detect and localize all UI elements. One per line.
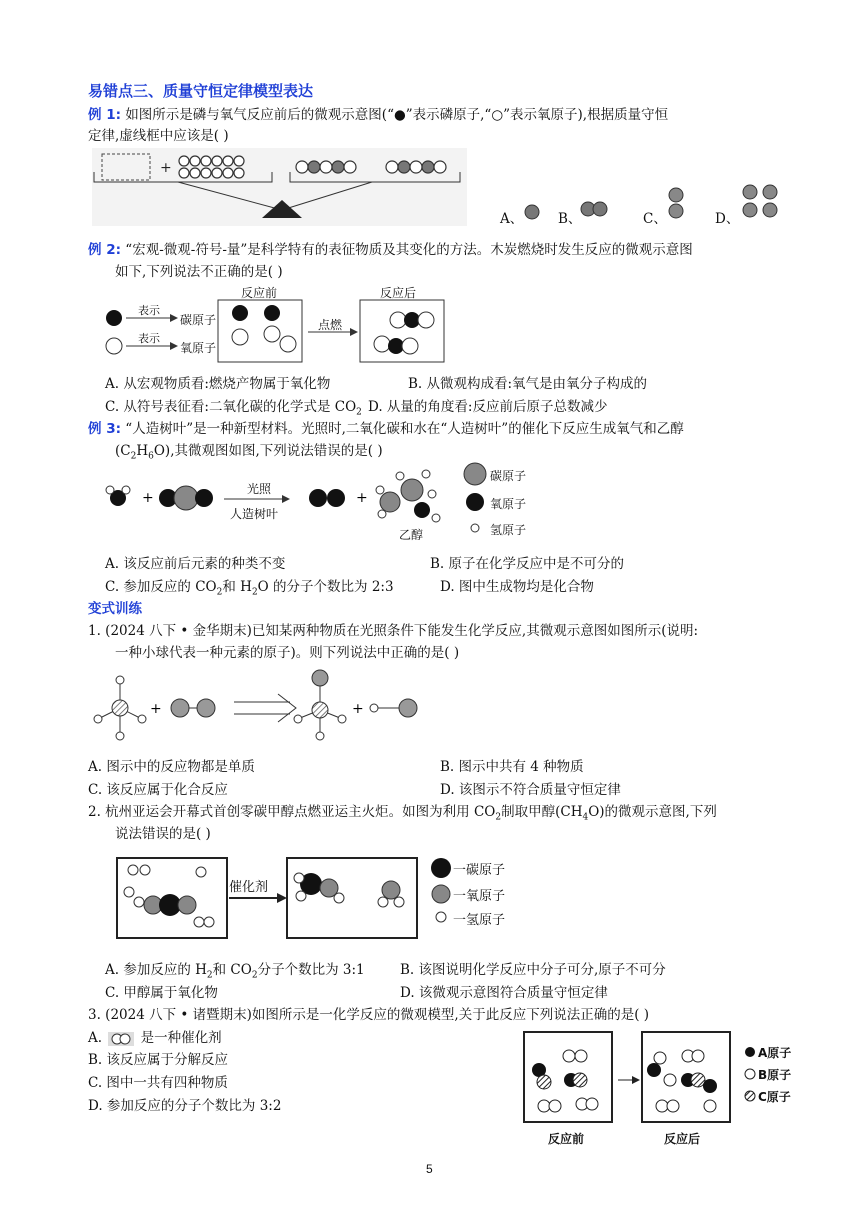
ex3-tag: 例 3: <box>88 421 121 437</box>
ex1-balance-diagram <box>92 148 472 228</box>
ex2-diagram <box>100 282 480 368</box>
ex2-option-b: B. 从微观构成看:氧气是由氧分子构成的 <box>408 376 648 392</box>
svg-text:+: + <box>352 701 364 717</box>
ex1-opt-d-label: D、 <box>715 211 740 227</box>
ex1-opt-b-label: B、 <box>558 211 582 227</box>
ex3-option-c: C. 参加反应的 $CO_2$和 $H_2O$ 的分子个数比为 2:3 <box>105 579 394 598</box>
page-number: 5 <box>426 1162 433 1176</box>
q3-after-label: 反应后 <box>664 1132 701 1146</box>
q2-catalyst-label: 催化剂 <box>229 880 269 895</box>
q1-option-c: C. 该反应属于化合反应 <box>88 782 228 798</box>
ex3-option-d: D. 图中生成物均是化合物 <box>440 579 594 595</box>
ex1-opt-d-figure <box>740 182 784 222</box>
ex3-condition-leaf: 人造树叶 <box>230 507 279 521</box>
q1-diagram <box>92 668 432 748</box>
q3-legend-c: C原子 <box>758 1090 791 1104</box>
ex3-legend-carbon: 碳原子 <box>490 469 527 483</box>
ex3-line1 <box>88 417 684 437</box>
q3-legend-b: B原子 <box>758 1068 792 1082</box>
q2-legend-carbon: 一碳原子 <box>453 863 506 878</box>
q3-before-label: 反应前 <box>548 1132 585 1146</box>
ex1-tag: 例 1: <box>88 107 121 123</box>
ex1-opt-c-label: C、 <box>643 211 667 227</box>
ex2-after-label: 反应后 <box>380 286 417 300</box>
variant-title: 变式训练 <box>88 601 142 617</box>
q3-option-b: B. 该反应属于分解反应 <box>88 1052 229 1068</box>
ex2-arrow-condition: 点燃 <box>318 318 343 332</box>
q2-option-c: C. 甲醇属于氧化物 <box>105 985 218 1001</box>
ex3-text1: “人造树叶”是一种新型材料。光照时,二氧化碳和水在“人造树叶”的催化下反应生成氧气和乙醇 <box>125 421 684 437</box>
q2-option-a: A. 参加反应的 $H_2$和 $CO_2$分子个数比为 3:1 <box>105 962 365 981</box>
ex2-tag: 例 2: <box>88 242 121 258</box>
ex1-line1 <box>88 103 668 123</box>
ex3-line2: $(C_2H_6O)$,其微观图如图,下列说法错误的是( ) <box>115 443 383 462</box>
svg-text:+: + <box>356 490 368 506</box>
svg-text:+: + <box>142 490 154 506</box>
q3-line1: 3. (2024 八下 • 诸暨期末)如图所示是一化学反应的微观模型,关于此反应下列说法正确的是( ) <box>88 1007 650 1023</box>
ex1-opt-a-figure <box>522 202 542 222</box>
ex3-legend-hydrogen: 氢原子 <box>490 523 527 537</box>
ex1-line2: 定律,虚线框中应该是( ) <box>88 128 229 144</box>
svg-text:+: + <box>160 160 172 176</box>
ex2-option-d: D. 从量的角度看:反应前后原子总数减少 <box>368 399 608 415</box>
ex3-condition-light: 光照 <box>247 482 272 496</box>
ex2-legend-show-2: 表示 <box>138 332 160 345</box>
q3-legend-a: A原子 <box>758 1046 792 1060</box>
q2-legend-hydrogen: 一氢原子 <box>453 913 506 928</box>
q2-option-d: D. 该微观示意图符合质量守恒定律 <box>400 985 608 1001</box>
ex2-text1: “宏观-微观-符号-量”是科学特有的表征物质及其变化的方法。木炭燃烧时发生反应的微观示意图 <box>125 242 693 258</box>
q3-option-c: C. 图中一共有四种物质 <box>88 1075 228 1091</box>
svg-text:+: + <box>150 701 162 717</box>
ex2-option-a: A. 从宏观物质看:燃烧产物属于氧化物 <box>105 376 331 392</box>
ex2-legend-carbon: 碳原子 <box>180 313 217 327</box>
q3-option-d: D. 参加反应的分子个数比为 3:2 <box>88 1098 282 1114</box>
ex2-before-label: 反应前 <box>241 286 278 300</box>
ex3-legend-oxygen: 氧原子 <box>490 497 527 511</box>
ex2-line1 <box>88 238 693 258</box>
q1-option-b: B. 图示中共有 4 种物质 <box>440 759 584 775</box>
ex2-line2: 如下,下列说法不正确的是( ) <box>115 264 283 280</box>
ex1-opt-c-figure <box>662 186 694 220</box>
ex3-diagram <box>100 460 550 550</box>
ex2-legend-show-1: 表示 <box>138 304 160 317</box>
q1-option-d: D. 该图示不符合质量守恒定律 <box>440 782 621 798</box>
q1-line2: 一种小球代表一种元素的原子)。则下列说法中正确的是( ) <box>115 645 460 661</box>
ex3-option-a: A. 该反应前后元素的种类不变 <box>105 556 286 572</box>
section-title: 易错点三、质量守恒定律模型表达 <box>88 82 314 100</box>
q2-line1: 2. 杭州亚运会开幕式首创零碳甲醇点燃亚运主火炬。如图为利用 $CO_2$制取甲醇$(CH_4O)$的微观示意图,下列 <box>88 804 717 823</box>
q3-option-a-molecule-icon <box>106 1031 136 1047</box>
ex1-opt-b-figure <box>578 199 612 219</box>
ex2-option-c: C. 从符号表征看:二氧化碳的化学式是 $CO_2$ <box>105 399 362 418</box>
ex3-option-b: B. 原子在化学反应中是不可分的 <box>430 556 625 572</box>
q2-legend-oxygen: 一氧原子 <box>453 889 506 904</box>
ex2-legend-oxygen: 氧原子 <box>180 341 217 355</box>
ex3-ethanol-label: 乙醇 <box>399 528 424 542</box>
q3-option-a: A. 是一种催化剂 <box>88 1030 222 1046</box>
ex1-text1: 如图所示是磷与氧气反应前后的微观示意图(“●”表示磷原子,“○”表示氧原子),根据质量守恒 <box>125 107 669 123</box>
q1-line1: 1. (2024 八下 • 金华期末)已知某两种物质在光照条件下能发生化学反应,其微观示意图如图所示(说明: <box>88 623 699 639</box>
q1-option-a: A. 图示中的反应物都是单质 <box>88 759 255 775</box>
ex1-opt-a-label: A、 <box>500 211 524 227</box>
q2-option-b: B. 该图说明化学反应中分子可分,原子不可分 <box>400 962 666 978</box>
q2-line2: 说法错误的是( ) <box>115 826 211 842</box>
